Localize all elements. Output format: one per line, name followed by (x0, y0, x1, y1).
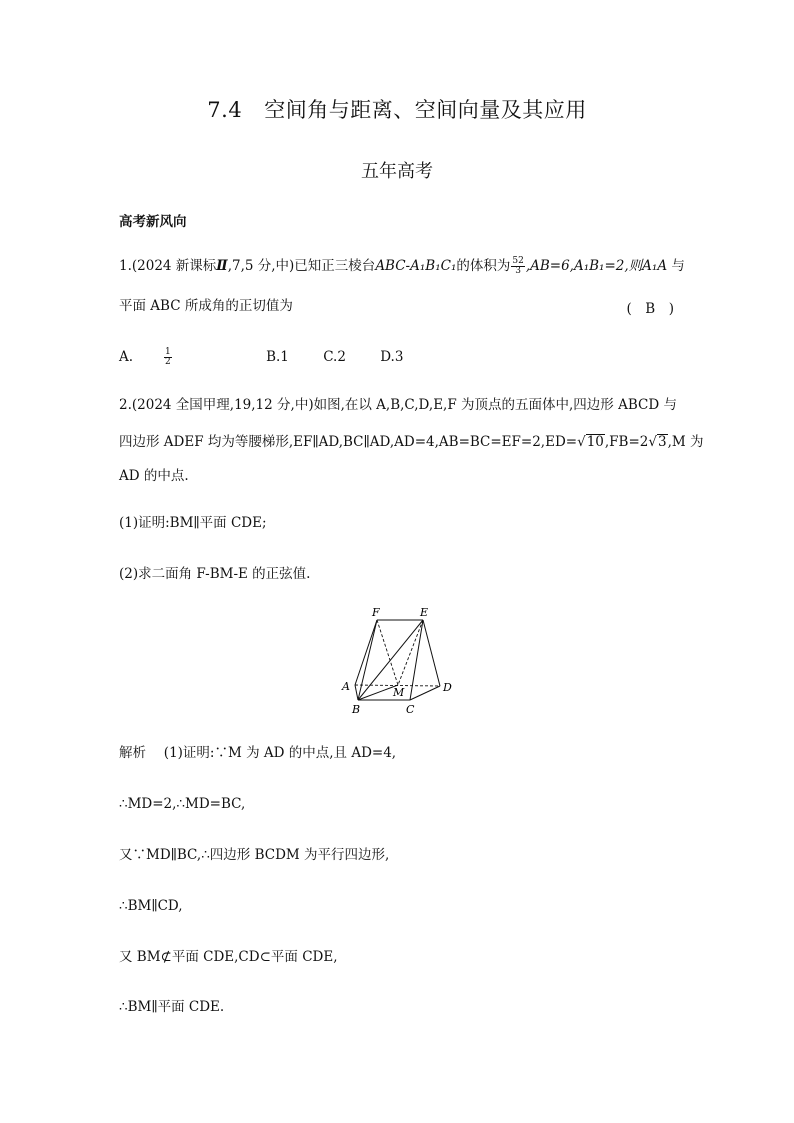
q1-volume-fraction (511, 257, 524, 276)
section-heading: 高考新风向 (119, 214, 187, 230)
edge-CD (410, 686, 440, 700)
q1-vol-den: 3 (515, 266, 521, 276)
q2-part2: (2)求二面角 F-BM-E 的正弦值. (119, 566, 311, 582)
solution-line4: ∴BM∥CD, (119, 898, 183, 914)
q1-vol-text: 的体积为 (456, 258, 511, 274)
q1-prefix: 1.(2024 新课标 (119, 258, 217, 274)
option-b: B.1 (266, 349, 289, 365)
q1-cond: ,AB=6,A₁B₁=2,则 (525, 258, 643, 274)
option-a-num: 1 (165, 347, 171, 357)
vertex-label-M: M (393, 686, 405, 699)
option-d: D.3 (380, 349, 404, 365)
solution-label: 解析 (119, 745, 146, 761)
q2-sqrt10: 10 (586, 434, 604, 450)
q1-options (119, 348, 433, 367)
q1-end1: 与 (671, 258, 685, 274)
pentahedron-figure (330, 602, 470, 720)
q2-line2-post: ,M 为 (667, 434, 704, 450)
q1-line1 (119, 257, 685, 276)
vertex-label-D: D (443, 681, 452, 694)
option-c: C.2 (323, 349, 346, 365)
q1-line-name: A₁A (642, 258, 668, 274)
q2-line2-mid: ,FB=2 (604, 434, 649, 450)
vertex-label-A: A (342, 680, 350, 693)
option-a-label: A. (119, 349, 134, 365)
page-subtitle: 五年高考 (361, 161, 433, 182)
option-a-den: 2 (165, 357, 171, 367)
edge-ED (423, 620, 440, 686)
solution-line6: ∴BM∥平面 CDE. (119, 999, 225, 1015)
q2-line3: AD 的中点. (119, 468, 189, 484)
solution-line2: ∴MD=2,∴MD=BC, (119, 796, 246, 812)
solution-line5: 又 BM⊄平面 CDE,CD⊂平面 CDE, (119, 949, 338, 965)
q1-frustum: ABC-A₁B₁C₁ (375, 258, 457, 274)
vertex-label-C: C (406, 703, 415, 716)
edge-FM-hidden (377, 620, 398, 685)
page-title (0, 94, 794, 124)
q1-line2: 平面 ABC 所成角的正切值为 (119, 298, 293, 314)
edge-EM-hidden (398, 620, 423, 685)
vertex-label-F: F (372, 606, 380, 619)
q2-sqrt3: 3 (657, 434, 667, 450)
q2-line2: 四边形 ADEF 均为等腰梯形,EF∥AD,BC∥AD,AD=4,AB=BC=EF=2,ED=√10,FB=2√3,M 为 (119, 434, 704, 450)
vertex-label-E: E (420, 606, 429, 619)
solution-line1 (119, 744, 396, 762)
pentahedron-diagram (330, 602, 470, 720)
edge-AB (355, 685, 358, 700)
title-text: 空间角与距离、空间向量及其应用 (264, 98, 587, 122)
q1-vol-num: 52 (512, 256, 524, 266)
q1-roman: Ⅱ (216, 258, 228, 274)
q1-answer: ( B ) (626, 301, 674, 317)
q1-meta: ,7,5 分,中)已知正三棱台 (227, 258, 376, 274)
option-a (119, 349, 232, 365)
edge-FA (355, 620, 377, 685)
q2-part1: (1)证明:BM∥平面 CDE; (119, 515, 267, 531)
vertex-label-B: B (352, 703, 361, 716)
option-a-fraction (164, 348, 202, 367)
solution-line3: 又∵MD∥BC,∴四边形 BCDM 为平行四边形, (119, 847, 390, 863)
q2-line1: 2.(2024 全国甲理,19,12 分,中)如图,在以 A,B,C,D,E,F 为顶点的五面体中,四边形 ABCD 与 (119, 397, 677, 413)
edge-EC (410, 620, 423, 700)
title-number: 7.4 (207, 98, 243, 122)
q2-line2-pre: 四边形 ADEF 均为等腰梯形,EF∥AD,BC∥AD,AD=4,AB=BC=EF=2,ED= (119, 434, 578, 450)
solution-l1-text: (1)证明:∵M 为 AD 的中点,且 AD=4, (163, 745, 397, 761)
